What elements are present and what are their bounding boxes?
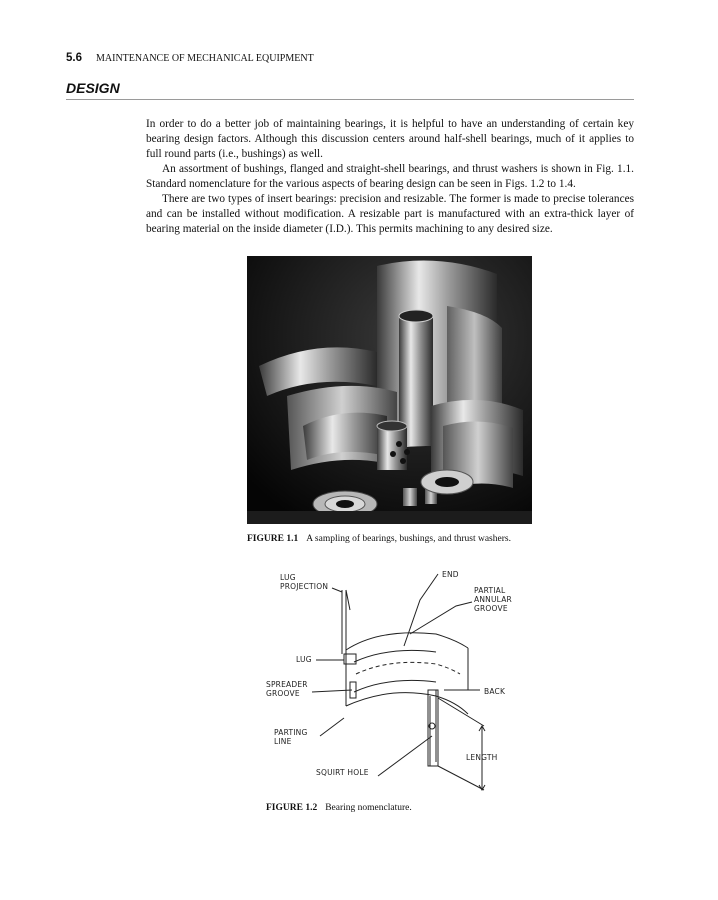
figure-1-2-text: Bearing nomenclature. [325,803,412,813]
running-head [66,52,314,64]
figure-1-1-text: A sampling of bearings, bushings, and thrust washers. [306,534,511,544]
body-text [146,117,634,237]
label-length: LENGTH [466,753,498,762]
paragraph-3: There are two types of insert bearings: precision and resizable. The former is made to precise tolerances and can be installed without modification. A resizable part is manufactured with an extra-thick layer of bearing material on the inside diameter (I.D.). This permits machining to any desired size. [146,193,634,235]
figure-1-2-label: FIGURE 1.2 [266,803,318,813]
paragraph-2: An assortment of bushings, flanged and straight-shell bearings, and thrust washers is shown in Fig. 1.1. Standard nomenclature for the various aspects of bearing design can be seen in Figs. 1.2 to 1.4. [146,163,634,190]
label-parting-line: PARTING LINE [274,728,308,746]
label-end: END [442,570,459,579]
label-partial-annular-groove: PARTIAL ANNULAR GROOVE [474,586,512,613]
section-rule [66,99,634,100]
figure-1-2-diagram [260,566,510,796]
paragraph-1: In order to do a better job of maintaining bearings, it is helpful to have an understanding of certain key bearing design factors. Although this discussion centers around half-shell bearings, much of it applies to full round parts (i.e., bushings) as well. [146,118,634,160]
label-spreader-groove: SPREADER GROOVE [266,680,308,698]
figure-1-2-caption [266,803,412,813]
label-squirt-hole: SQUIRT HOLE [316,768,369,777]
label-lug-projection: LUG PROJECTION [280,573,329,591]
book-title: MAINTENANCE OF MECHANICAL EQUIPMENT [96,53,314,64]
figure-1-1-label: FIGURE 1.1 [247,534,299,544]
page-number: 5.6 [66,52,82,64]
label-back: BACK [484,687,506,696]
figure-1-1-photo [247,256,532,524]
label-lug: LUG [296,655,312,664]
figure-1-1-caption [247,534,511,544]
section-title: DESIGN [66,80,120,96]
